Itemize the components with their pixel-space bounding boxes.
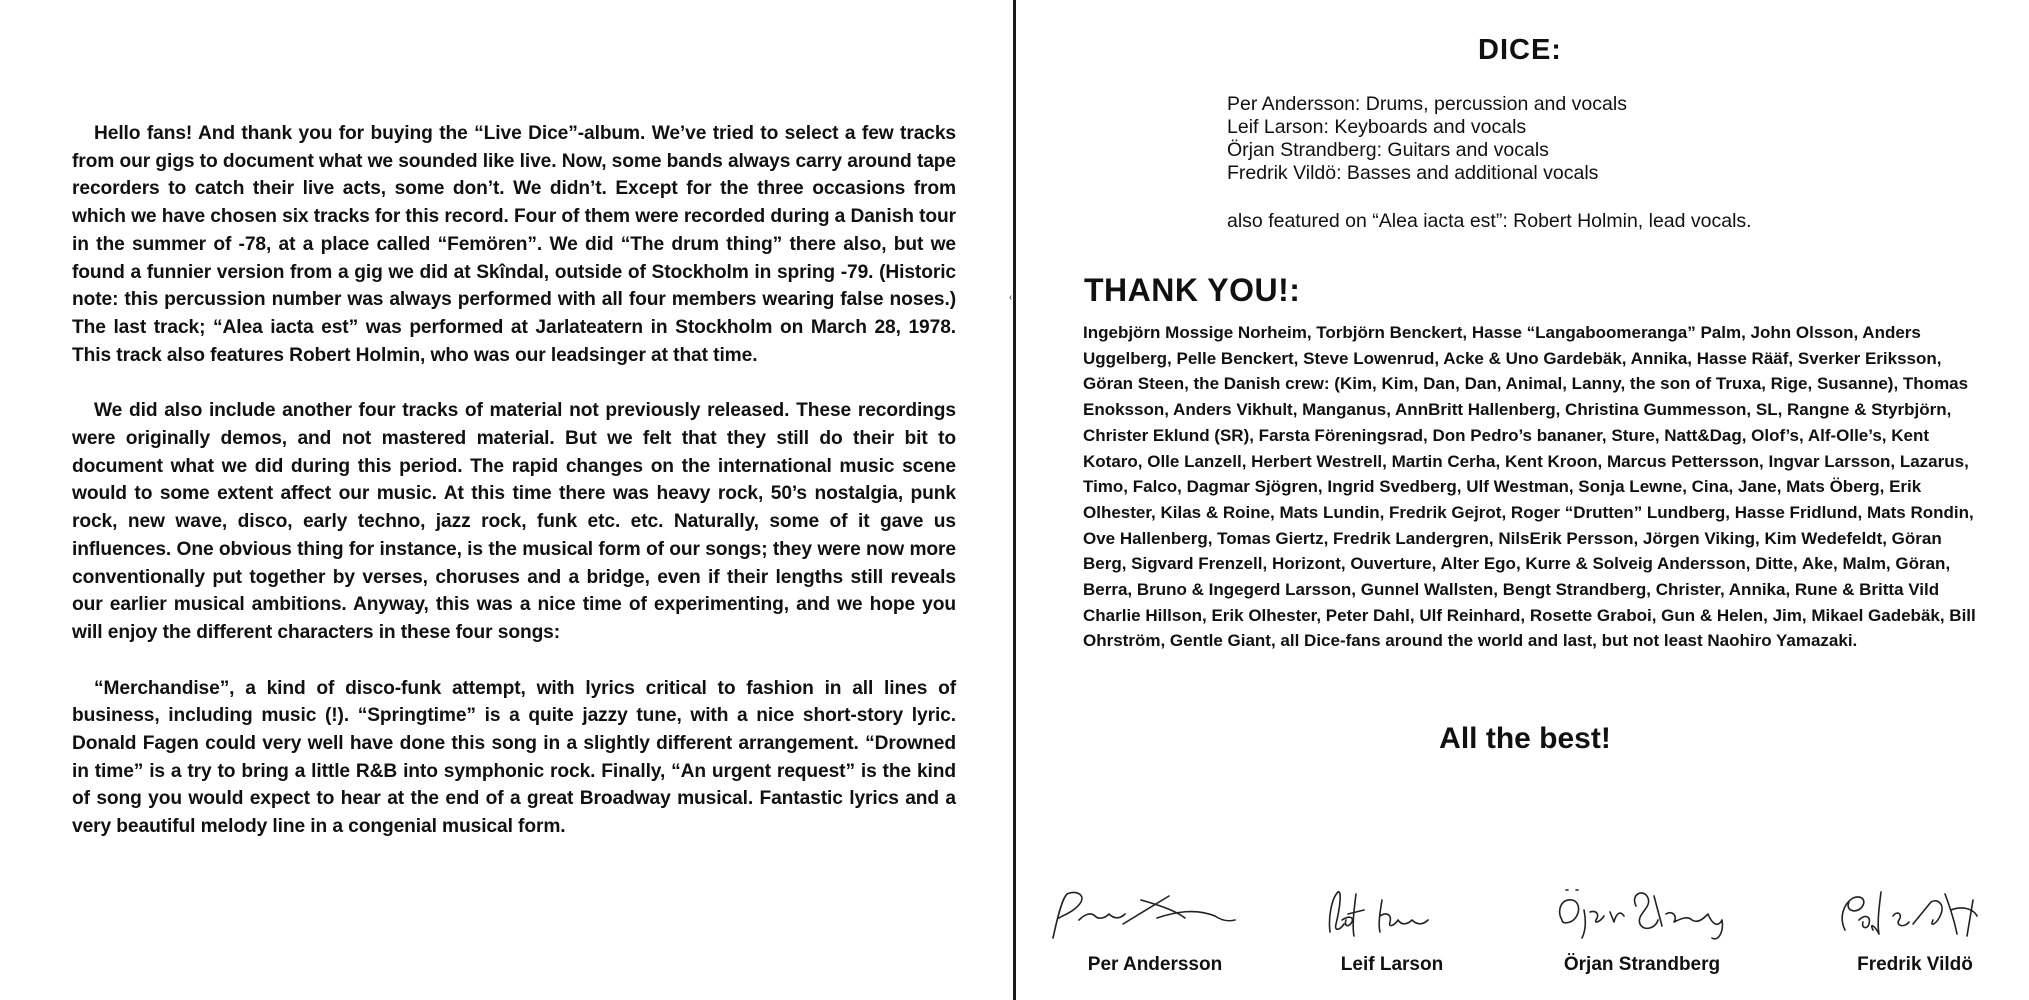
- liner-paragraph: We did also include another four tracks of material not previously released. These recordings were originally demos, and not mastered material. But we felt that they still do their bit to document what we did during this period. The rapid changes on the international music scene would to some extent affect our music. At this time there was heavy rock, 50’s nostalgia, punk rock, new wave, disco, early techno, jazz rock, funk etc. etc. Naturally, some of it gave us influences. One obvious thing for instance, is the musical form of our songs; they were now more conventionally put together by verses, choruses and a bridge, even if their lengths still reveals our earlier musical ambitions. Anyway, this was a nice time of experimenting, and we hope you will enjoy the different characters in these four songs:: [72, 400, 956, 643]
- band-title: DICE:: [1478, 34, 1562, 66]
- liner-paragraph: Hello fans! And thank you for buying the “Live Dice”-album. We’ve tried to select a few tracks from our gigs to document what we sounded like live. Now, some bands always carry around tape recorders to catch their live acts, some don’t. We didn’t. Except for the three occasions from which we have chosen six tracks for this record. Four of them were recorded during a Danish tour in the summer of -78, at a place called “Femören”. We did “The drum thing” there also, but we found a funnier version from a gig we did at Skîndal, outside of Stockholm in spring -79. (Historic note: this percussion number was always performed with all four members wearing false noses.) The last track; “Alea iacta est” was performed at Jarlateatern in Stockholm on March 28, 1978. This track also features Robert Holmin, who was our leadsinger at that time.: [72, 123, 956, 366]
- liner-paragraph: “Merchandise”, a kind of disco-funk attempt, with lyrics critical to fashion in all lines of business, including music (!). “Springtime” is a quite jazzy tune, with a nice short-story lyric. Donald Fagen could very well have done this song in a slightly different arrangement. “Drowned in time” is a try to bring a little R&B into symphonic rock. Finally, “An urgent request” is the kind of song you would expect to hear at the end of a great Broadway musical. Fantastic lyrics and a very beautiful melody line in a congenial musical form.: [72, 677, 956, 838]
- signature-name: Örjan Strandberg: [1563, 954, 1721, 975]
- signature-block: [1045, 880, 1265, 990]
- handwritten-signature: [1532, 880, 1752, 948]
- signature-name: Fredrik Vildö: [1857, 954, 1973, 975]
- band-members-list: [1227, 93, 1927, 185]
- booklet-spine-fold: [1013, 0, 1016, 1000]
- spine-mark: ‹: [1009, 292, 1013, 303]
- signature-block: [1805, 880, 2025, 990]
- thanks-heading: THANK YOU!:: [1084, 272, 1301, 308]
- band-member: Fredrik Vildö: Basses and additional vocals: [1227, 162, 1599, 184]
- band-member: Leif Larson: Keyboards and vocals: [1227, 116, 1527, 138]
- signature-name: Leif Larson: [1340, 954, 1444, 975]
- handwritten-signature: [1282, 880, 1502, 948]
- signature-block: [1282, 880, 1502, 990]
- closing-line: All the best!: [1439, 722, 1611, 755]
- band-member: Per Andersson: Drums, percussion and vocals: [1227, 93, 1627, 115]
- handwritten-signature: [1045, 880, 1265, 948]
- handwritten-signature: [1805, 880, 2025, 948]
- signature-name: Per Andersson: [1087, 954, 1223, 975]
- band-member: Örjan Strandberg: Guitars and vocals: [1227, 139, 1549, 161]
- thanks-list: Ingebjörn Mossige Norheim, Torbjörn Benckert, Hasse “Langaboomeranga” Palm, John Olsson, Anders Uggelberg, Pelle Benckert, Steve Lowenrud, Acke & Uno Gardebäk, Annika, Hasse Rääf, Sverker Eriksson, Göran Steen, the Danish crew: (Kim, Kim, Dan, Dan, Animal, Lanny, the son of Truxa, Rige, Susanne), Thomas Enoksson, Anders Vikhult, Manganus, AnnBritt Hallenberg, Christina Gummesson, SL, Rangne & Styrbjörn, Christer Eklund (SR), Farsta Föreningsrad, Don Pedro’s bananer, Sture, Natt&Dag, Olof’s, Alf-Olle’s, Kent Kotaro, Olle Lanzell, Herbert Westrell, Martin Cerha, Kent Kroon, Marcus Pettersson, Ingvar Larsson, Lazarus, Timo, Falco, Dagmar Sjögren, Ingrid Svedberg, Ulf Westman, Sonja Lewne, Cina, Jane, Mats Öberg, Erik Olhester, Kilas & Roine, Mats Lundin, Fredrik Gejrot, Roger “Drutten” Lundberg, Hasse Fridlund, Mats Rondin, Ove Hallenberg, Tomas Giertz, Fredrik Landergren, NilsErik Persson, Jörgen Viking, Kim Wedefeldt, Göran Berg, Sigvard Frenzell, Horizont, Ouverture, Alter Ego, Kurre & Solveig Andersson, Ditte, Ake, Malm, Göran, Berra, Bruno & Ingegerd Larsson, Gunnel Wallsten, Bengt Strandberg, Christer, Annika, Rune & Britta Vild Charlie Hillson, Erik Olhester, Peter Dahl, Ulf Reinhard, Rosette Graboi, Gun & Helen, Jim, Mikael Gadebäk, Bill Ohrström, Gentle Giant, all Dice-fans around the world and last, but not least Naohiro Yamazaki.: [1083, 323, 1976, 651]
- featured-guest: also featured on “Alea iacta est”: Robert Holmin, lead vocals.: [1227, 210, 1752, 232]
- signature-block: [1532, 880, 1752, 990]
- liner-notes: [72, 120, 956, 869]
